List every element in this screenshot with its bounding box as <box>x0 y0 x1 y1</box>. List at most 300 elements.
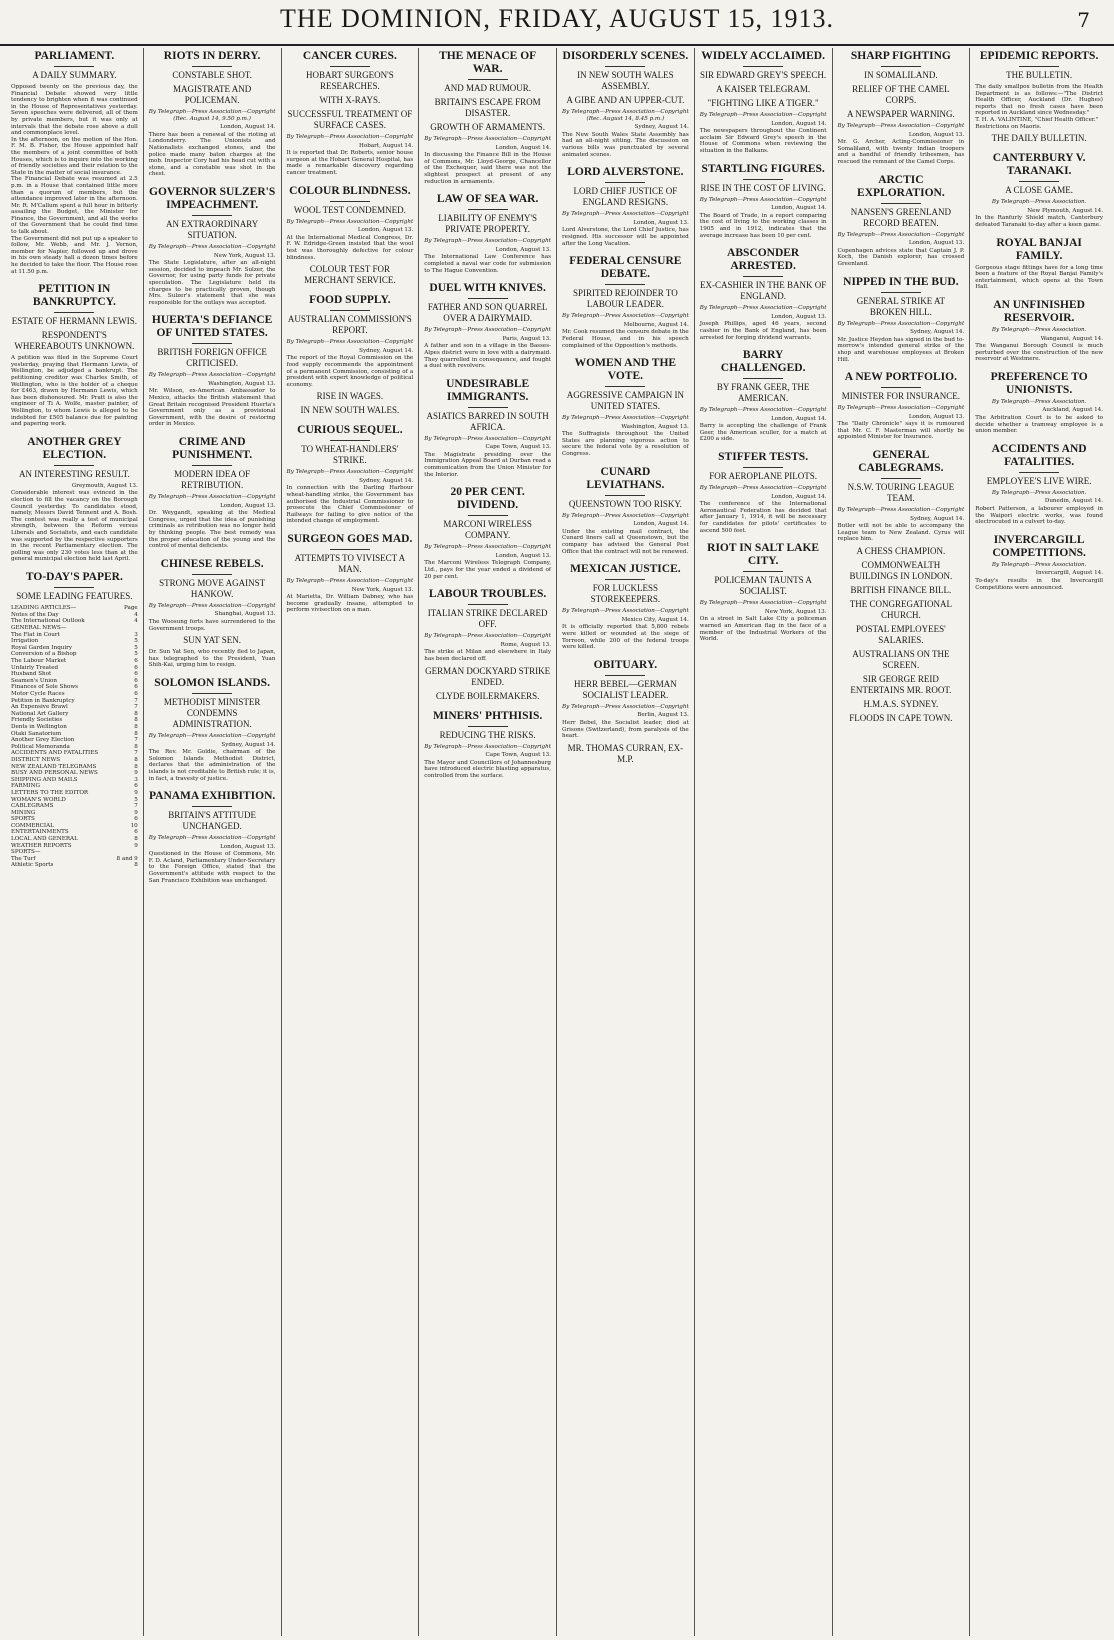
article-paragraph: In the afternoon, on the motion of the Hon. F. M. B. Fisher, the House appointed half the members of a joint committee of both Houses, which is to inquire into the working of friendly societies and their relation to the State in the matter of social insurance. <box>11 136 138 176</box>
toc-row <box>11 823 138 830</box>
article-headline: MEXICAN JUSTICE. <box>570 563 681 576</box>
headline-rule <box>330 310 370 311</box>
article-subheadline: RELIEF OF THE CAMEL CORPS. <box>852 84 950 105</box>
toc-page: 9 <box>134 842 138 849</box>
headline-rule <box>54 66 94 67</box>
toc-entry: Another Grey Election <box>11 737 75 744</box>
dateline-place: London, August 14. <box>771 205 827 212</box>
headline-rule <box>605 284 645 285</box>
toc-row <box>11 797 138 804</box>
article-paragraph: Questioned in the House of Commons, Mr. F. D. Acland, Parliamentary Under-Secretary to the Foreign Office, stated that the Government's attitude with respect to the San Francisco Exhibition was unchanged. <box>148 851 276 884</box>
toc-page: 9 <box>134 789 138 796</box>
toc-page: 6 <box>134 816 138 823</box>
toc-entry: DISTRICT NEWS <box>11 756 61 763</box>
article <box>287 533 414 614</box>
headline-rule <box>468 79 508 80</box>
toc-page: 4 <box>134 618 138 625</box>
article-subheadline: SUCCESSFUL TREATMENT OF SURFACE CASES. <box>287 109 413 130</box>
dateline-place: Washington, August 13. <box>208 380 276 387</box>
article-subheadline: BRITAIN'S ESCAPE FROM DISASTER. <box>434 97 541 118</box>
article-subheadline: SPIRITED REJOINDER TO LABOUR LEADER. <box>573 288 678 310</box>
toc-row <box>11 744 138 751</box>
article-paragraph: The New South Wales State Assembly has had an all-night sitting. The discussion on various bills was punctuated by several animated scenes. <box>562 131 689 158</box>
dateline-place: New York, August 13. <box>213 252 276 259</box>
toc-entry: Otaki Sanatorium <box>11 730 62 737</box>
toc-page: 7 <box>134 750 138 757</box>
article-headline: 20 PER CENT. DIVIDEND. <box>450 486 525 512</box>
article-subheadline: MINISTER FOR INSURANCE. <box>841 391 960 402</box>
dateline: By Telegraph—Press Association—Copyright <box>837 405 965 412</box>
article-subheadline: REDUCING THE RISKS. <box>439 729 536 740</box>
toc-page: 8 and 9 <box>116 855 138 862</box>
dateline: By Telegraph—Press Association—Copyright <box>424 327 551 334</box>
dateline-place: Sydney, August 14. <box>359 477 414 484</box>
article <box>838 276 965 364</box>
article-subheadline: HOBART SURGEON'S RESEARCHES. <box>306 70 394 91</box>
article-subheadline: SOME LEADING FEATURES. <box>16 590 133 601</box>
article-headline: AN UNFINISHED RESERVOIR. <box>993 298 1085 324</box>
toc-row <box>11 862 138 869</box>
toc-row <box>11 724 138 731</box>
article-headline: A NEW PORTFOLIO. <box>844 371 957 384</box>
toc-page: 8 <box>134 730 138 737</box>
article-subheadline: A KAISER TELEGRAM. <box>716 84 811 94</box>
article-paragraph: Restrictions on Maoris. <box>975 123 1042 130</box>
toc-page: 6 <box>134 783 138 790</box>
toc-entry: NEW ZEALAND TELEGRAMS <box>11 763 97 770</box>
dateline: By Telegraph—Press Association. <box>991 398 1087 405</box>
headline-rule <box>192 806 232 807</box>
dateline-place: Sydney, August 14. <box>634 124 689 131</box>
toc-row <box>11 704 138 711</box>
toc-entry: Notes of the Day <box>11 611 59 618</box>
dateline-place: Mexico City, August 14. <box>621 616 689 623</box>
article-headline: BARRY CHALLENGED. <box>720 349 806 375</box>
toc-page: 7 <box>134 697 138 704</box>
article-subheadline: N.S.W. TOURING LEAGUE TEAM. <box>847 482 955 504</box>
headline-rule <box>881 387 921 388</box>
toc-row <box>11 856 138 863</box>
article <box>149 436 276 550</box>
dateline: By Telegraph—Press Association—Copyright <box>562 211 689 218</box>
article-subheadline: BRITAIN'S ATTITUDE UNCHANGED. <box>168 810 256 832</box>
article-headline: CHINESE REBELS. <box>160 557 264 570</box>
article <box>562 466 689 556</box>
toc-page: 8 <box>134 717 138 724</box>
dateline-place: London, August 13. <box>495 552 551 559</box>
article <box>975 50 1103 144</box>
article <box>149 186 276 306</box>
toc-entry: Unfairly Treated <box>11 664 59 671</box>
dateline: By Telegraph—Press Association—Copyright <box>424 633 551 640</box>
article-subheadline: MODERN IDEA OF RETRIBUTION. <box>174 469 251 491</box>
article-headline: DISORDERLY SCENES. <box>562 50 689 62</box>
article-subheadline: FLOODS IN CAPE TOWN. <box>849 713 953 724</box>
toc-page: 8 <box>134 710 138 717</box>
article-subheadline: ESTATE OF HERMANN LEWIS. <box>11 316 138 327</box>
article-headline: PETITION IN BANKRUPTCY. <box>32 283 116 309</box>
toc-page: 3 <box>134 631 138 638</box>
article <box>562 659 689 765</box>
toc-row <box>11 625 138 632</box>
article-headline: CRIME AND PUNISHMENT. <box>172 436 253 462</box>
article <box>975 534 1103 591</box>
toc-entry: The Turf <box>11 855 36 862</box>
dateline: By Telegraph—Press Association—Copyright <box>699 407 827 414</box>
article <box>149 677 276 782</box>
dateline: By Telegraph—Press Association—Copyright <box>286 469 414 476</box>
article-subheadline: A GIBE AND AN UPPER-CUT. <box>566 95 685 105</box>
headline-rule <box>1019 181 1059 182</box>
dateline-place: London, August 14. <box>633 521 689 528</box>
dateline-place: Berlin, August 13. <box>637 712 689 719</box>
toc-row <box>11 612 138 619</box>
headline-rule <box>743 378 783 379</box>
article-subheadline: POLICEMAN TAUNTS A SOCIALIST. <box>714 575 812 597</box>
toc-row <box>11 658 138 665</box>
toc-page: 7 <box>134 704 138 711</box>
headline-rule <box>743 571 783 572</box>
toc-row <box>11 651 138 658</box>
news-column <box>6 48 144 1636</box>
toc-row <box>11 737 138 744</box>
toc-row <box>11 836 138 843</box>
dateline-place: London, August 13. <box>495 246 551 253</box>
article-paragraph: Under the existing mail contract, the Cunard liners call at Queenstown, but the company has advised the General Post Office that the contract will not be renewed. <box>562 528 689 555</box>
article-paragraph: The Mayor and Councillors of Johannesburg have introduced electric blasting apparatus, controlled from the surface. <box>424 759 551 779</box>
headline-rule <box>468 726 508 727</box>
dateline: By Telegraph—Press Association—Copyright <box>562 313 689 320</box>
article-headline: CANCER CURES. <box>302 50 397 62</box>
article-headline: FEDERAL CENSURE DEBATE. <box>569 255 682 281</box>
toc-page: 8 <box>134 743 138 750</box>
dateline: By Telegraph—Press Association—Copyright <box>148 243 276 250</box>
article-headline: NIPPED IN THE BUD. <box>843 275 959 288</box>
dateline: By Telegraph—Press Association. <box>991 489 1087 496</box>
dateline: By Telegraph—Press Association—Copyright <box>286 578 414 585</box>
article-subheadline: GENERAL STRIKE AT BROKEN HILL. <box>856 295 945 317</box>
article <box>975 371 1103 435</box>
article <box>11 571 138 869</box>
article-subheadline: QUEENSTOWN TOO RISKY. <box>568 498 682 509</box>
toc-section-label: LEADING ARTICLES— <box>11 604 77 611</box>
dateline: By Telegraph—Press Association—Copyright <box>286 218 414 225</box>
headline-rule <box>330 440 370 441</box>
news-column <box>833 48 971 1636</box>
article-subheadline: A DAILY SUMMARY. <box>32 70 117 80</box>
dateline: By Telegraph—Press Association—Copyright <box>286 339 414 346</box>
toc-page: 6 <box>134 671 138 678</box>
dateline: By Telegraph—Press Association—Copyright <box>424 743 551 750</box>
toc-entry: Irrigation <box>11 638 39 645</box>
toc-row <box>11 770 138 777</box>
toc-list <box>11 612 138 869</box>
article-paragraph: Gorgeous stage fittings have for a long time been a feature of the Royal Banjai Family's entertainment, which opens at the Town Hall. <box>975 264 1103 291</box>
article-subheadline: EMPLOYEE'S LIVE WIRE. <box>986 475 1092 486</box>
toc-entry: ENTERTAINMENTS <box>11 829 69 836</box>
toc-entry: SHIPPING AND MAILS <box>11 776 78 783</box>
article <box>838 371 965 441</box>
article-subheadline: COLOUR TEST FOR MERCHANT SERVICE. <box>304 264 396 286</box>
article-subheadline: AND MAD RUMOUR. <box>444 83 531 93</box>
article <box>562 166 689 247</box>
article-paragraph: Dr. Sun Yat Sen, who recently fled to Japan, has telegraphed to the President, Yuan Shih-Kai, urging him to resign. <box>148 649 276 669</box>
dateline-place: London, August 14. <box>220 124 276 131</box>
toc-row <box>11 816 138 823</box>
article-subheadline: AN INTERESTING RESULT. <box>19 468 130 479</box>
article-subheadline: AUSTRALIANS ON THE SCREEN. <box>852 649 950 671</box>
article-headline: ARCTIC EXPLORATION. <box>857 173 945 199</box>
headline-rule <box>468 298 508 299</box>
article <box>424 193 551 274</box>
article-paragraph: Robert Patterson, a labourer employed in the Waipori electric works, was found electrocuted in a culvert to-day. <box>975 506 1103 526</box>
article-paragraph: It is officially reported that 5,800 rebels were killed or wounded at the siege of Torreon, while 200 of the federal troops were killed. <box>562 624 689 651</box>
article-paragraph: The Board of Trade, in a report comparing the cost of living to the working classes in 1905 and in 1912, indicates that the average increase has been 10 per cent. <box>699 212 827 239</box>
article <box>287 294 414 416</box>
toc-row <box>11 843 138 850</box>
toc-row <box>11 849 138 856</box>
article-headline: ABSCONDER ARRESTED. <box>727 247 800 273</box>
article-headline: FOOD SUPPLY. <box>309 294 391 307</box>
headline-rule <box>468 604 508 605</box>
article <box>975 443 1103 526</box>
article-paragraph: In discussing the Finance Bill in the House of Commons, Mr. Lloyd-George, Chancellor of the Exchequer, said there was not the slightest prospect at present of any reduction in armaments. <box>424 152 551 185</box>
headline-rule <box>881 203 921 204</box>
article-paragraph: At Marietta, Dr. William Dabney, who has become gradually insane, attempted to perform vivisection on a man. <box>286 594 414 614</box>
headline-rule <box>1019 472 1059 473</box>
headline-rule <box>1019 66 1059 67</box>
article-subheadline: THE CONGREGATIONAL CHURCH. <box>849 599 952 621</box>
article <box>287 424 414 525</box>
article <box>838 50 965 166</box>
dateline: By Telegraph—Press Association—Copyright <box>424 238 551 245</box>
toc-page: 7 <box>134 737 138 744</box>
dateline-place: Greymouth, August 13. <box>71 482 138 489</box>
toc-row <box>11 803 138 810</box>
toc-entry: The International Outlook <box>11 618 85 625</box>
toc-entry: Royal Garden Inquiry <box>11 644 73 651</box>
article-headline: PARLIAMENT. <box>34 50 115 62</box>
toc-page: 6 <box>134 664 138 671</box>
article-headline: UNDESIRABLE IMMIGRANTS. <box>446 377 530 403</box>
article-subheadline: EX-CASHIER IN THE BANK OF ENGLAND. <box>699 280 827 302</box>
article-subheadline: FOR AEROPLANE PILOTS. <box>709 471 817 482</box>
article <box>149 558 276 669</box>
article-subheadline: A CHESS CHAMPION. <box>856 546 946 557</box>
article-subheadline: THE DAILY BULLETIN. <box>991 133 1087 144</box>
headline-rule <box>605 386 645 387</box>
dateline: By Telegraph—Press Association. <box>991 199 1087 206</box>
article-paragraph: Opposed twenty on the previous day, the Financial Debate showed very little tendency to brighten when it was continued in the House of Representatives yesterday. Seven speeches were delivered, all of them by private members, but it was only at intervals that the debate rose above a dull and commonplace level. <box>11 84 138 137</box>
article-paragraph: Considerable interest was evinced in the election to fill the vacancy on the Borough Council yesterday. To candidates stood, namely, Messrs David Tennent and A. Bosh. The contest was really a test of municipal strength, between the Reform versus Liberals and Socialists, and each candidate was supported by the respective supporters in the recent Parliamentary election. The polling was only 230 votes less than at the general municipal election held last April. <box>11 490 138 563</box>
toc-entry: Seamen's Union <box>11 677 57 684</box>
toc-page: 9 <box>134 770 138 777</box>
article <box>424 378 551 479</box>
dateline-place: London, August 13. <box>908 131 965 138</box>
article <box>700 349 827 443</box>
dateline-place: Melbourne, August 14. <box>623 321 689 328</box>
article-headline: INVERCARGILL COMPETITIONS. <box>992 533 1086 559</box>
toc-entry: SPORTS <box>11 816 35 823</box>
news-column <box>419 48 557 1636</box>
article <box>424 282 551 370</box>
article-headline: LAW OF SEA WAR. <box>436 193 539 206</box>
article-subheadline: WITH X-RAYS. <box>319 95 381 105</box>
newspaper-title: THE DOMINION, FRIDAY, AUGUST 15, 1913. <box>280 4 834 33</box>
toc-row <box>11 783 138 790</box>
article-paragraph: At the International Medical Congress, Dr. F. W. Edridge-Green insisted that the wool test was thoroughly defective for colour blindness. <box>286 234 414 261</box>
dateline: By Telegraph—Press Association. <box>991 326 1087 333</box>
article-subheadline: FATHER AND SON QUARREL OVER A DAIRYMAID. <box>427 302 548 324</box>
article-headline: WOMEN AND THE VOTE. <box>574 357 677 383</box>
article-paragraph: The Arbitration Court is to be asked to decide whether a tramway employee is a union member. <box>975 415 1103 435</box>
toc-page: 6 <box>134 658 138 665</box>
article <box>424 710 551 780</box>
toc-row <box>11 645 138 652</box>
dateline: By Telegraph—Press Association—Copyright <box>699 600 827 607</box>
toc-page: 6 <box>134 684 138 691</box>
article-subheadline: MR. THOMAS CURRAN, EX-M.P. <box>567 742 684 764</box>
headline-rule <box>743 467 783 468</box>
headline-rule <box>468 407 508 408</box>
article-subheadline: BRITISH FINANCE BILL. <box>850 585 952 596</box>
article-paragraph: The Government did not put up a speaker to follow, Mr. Webb, and Mr. J. Vernon, member for Napier, followed up and drove in his own steady hall a dozen times before he decided to take the floor. The House rose at 11.50 p.m. <box>11 235 138 275</box>
article-headline: LABOUR TROUBLES. <box>428 588 547 601</box>
article <box>700 451 827 534</box>
article-paragraph: The Magistrate presiding over the Immigration Appeal Board at Durban read a communication from the Union Minister for the Interior. <box>424 451 551 478</box>
headline-rule <box>605 675 645 676</box>
article-paragraph: Butler will not be able to accompany the League team to New Zealand. Cyrus will replace him. <box>837 523 965 543</box>
dateline: By Telegraph—Press Association—Copyright <box>837 123 965 129</box>
article-paragraph: The "Daily Chronicle" says it is rumoured that Mr. C. F. Masterman will shortly be appointed Minister for Insurance. <box>837 421 965 441</box>
toc-entry: Husband Shot <box>11 671 52 678</box>
article <box>149 790 276 884</box>
headline-rule <box>605 66 645 67</box>
headline-rule <box>468 209 508 210</box>
article-paragraph: The Wanganui Borough Council is much perturbed over the construction of the new reservoir at Westmere. <box>975 343 1103 363</box>
toc-entry: The Labour Market <box>11 658 67 665</box>
article-headline: WIDELY ACCLAIMED. <box>701 50 825 62</box>
article <box>11 436 138 563</box>
toc-entry: ACCIDENTS AND FATALITIES <box>11 750 99 757</box>
article-headline: PANAMA EXHIBITION. <box>148 790 276 803</box>
page-number: 7 <box>1077 8 1090 32</box>
dateline-place: Sydney, August 14. <box>910 329 965 336</box>
article-paragraph: The conference of the International Aeronautical Federation has decided that after January 1, 1914, it will be necessary for candidates for pilots' certificates to ascend 500 feet. <box>699 501 827 534</box>
toc-entry: CABLEGRAMS <box>11 803 54 810</box>
toc-entry: WEATHER REPORTS <box>11 842 72 849</box>
toc-page: 10 <box>130 822 138 829</box>
toc-row <box>11 810 138 817</box>
article-headline: PREFERENCE TO UNIONISTS. <box>990 370 1088 396</box>
dateline-place: Rome, August 13. <box>500 641 551 648</box>
toc-entry: Dents in Wellington <box>11 723 67 730</box>
dateline-place: London, August 13. <box>771 313 827 320</box>
article-subheadline: A NEWSPAPER WARNING. <box>846 109 955 119</box>
headline-rule <box>54 465 94 466</box>
article-paragraph: Mr. Wilson, ex-American Ambassador to Mexico, attacks the British statement that Great Britain recognised President Huerta's Government only as a provisional Government, with the desire of restoring order in Mexico. <box>148 388 276 428</box>
article <box>838 449 965 724</box>
headline-rule <box>605 579 645 580</box>
dateline: By Telegraph—Press Association—Copyright <box>148 835 276 842</box>
article-headline: CUNARD LEVIATHANS. <box>586 465 665 491</box>
article <box>149 314 276 428</box>
toc-row <box>11 671 138 678</box>
article-paragraph: On a street in Salt Lake City a policeman warned an American flag in the face of a member of the Industrial Workers of the World. <box>699 616 827 643</box>
toc-entry: Motor Cycle Races <box>11 691 65 697</box>
toc-page: 3 <box>134 776 138 783</box>
article-subheadline: METHODIST MINISTER CONDEMNS ADMINISTRATION. <box>163 696 261 729</box>
article-paragraph: The daily smallpox bulletin from the Health Department is as follows:—"The District Health Officer, Auckland (Dr. Hughes) reports that no fresh cases have been reported in Auckland since Wednesday." <box>975 84 1103 117</box>
article-headline: EPIDEMIC REPORTS. <box>979 50 1099 62</box>
toc-row <box>11 618 138 625</box>
toc-entry: Finances of Sole Shows <box>11 684 79 691</box>
toc-entry: SPORTS— <box>11 849 41 856</box>
dateline-place: Sydney, August 14. <box>359 347 414 354</box>
article-headline: MINERS' PHTHISIS. <box>432 709 543 722</box>
dateline: By Telegraph—Press Association—Copyright <box>148 494 276 501</box>
article-paragraph: The strike at Milan and elsewhere in Italy has been declared off. <box>424 649 551 662</box>
article-subheadline: GROWTH OF ARMAMENTS. <box>430 122 545 132</box>
toc-row <box>11 790 138 797</box>
article-headline: LORD ALVERSTONE. <box>567 166 684 179</box>
article-paragraph: Dr. Weygandt, speaking at the Medical Congress, urged that the idea of punishing criminals as retribution was no longer held by thinking people. The best remedy was the proper education of the young and the control of mental deficients. <box>148 510 276 550</box>
article-paragraph: Herr Bebel, the Socialist leader, died at Grisons (Switzerland), from paralysis of the heart. <box>562 719 689 740</box>
dateline: By Telegraph—Press Association—Copyright <box>562 608 689 615</box>
article-subheadline: MAGISTRATE AND POLICEMAN. <box>172 84 252 105</box>
dateline-place: Washington, August 13. <box>621 423 689 430</box>
article-headline: STARTLING FIGURES. <box>701 162 825 175</box>
toc-page: 8 <box>134 763 138 770</box>
headline-rule <box>605 182 645 183</box>
headline-rule <box>192 693 232 694</box>
dateline-place: Dunedin, August 14. <box>1044 498 1103 505</box>
article <box>700 163 827 240</box>
article <box>700 50 827 155</box>
article <box>424 50 551 185</box>
headline-rule <box>192 215 232 216</box>
article-subheadline: BRITISH FOREIGN OFFICE CRITICISED. <box>157 347 267 369</box>
dateline-place: London, August 13. <box>908 240 965 247</box>
article-headline: RIOTS IN DERRY. <box>163 50 261 62</box>
toc-row <box>11 717 138 724</box>
toc-entry: WOMAN'S WORLD <box>11 796 66 803</box>
news-column <box>282 48 420 1636</box>
headline-rule <box>192 465 232 466</box>
article-paragraph: Mr. Cook resumed the censure debate in the Federal House, and in his speech complained of the Opposition's methods. <box>562 329 689 349</box>
toc-entry: An Expensive Brawl <box>11 704 68 711</box>
toc-entry: FARMING <box>11 783 40 790</box>
headline-rule <box>330 201 370 202</box>
toc-row <box>11 632 138 639</box>
article-headline: ROYAL BANJAI FAMILY. <box>996 236 1082 262</box>
dateline: By Telegraph—Press Association—Copyright <box>424 435 551 442</box>
toc-entry: Petition in Bankruptcy <box>11 697 75 704</box>
toc-page: 8 <box>134 756 138 763</box>
article-paragraph: Mr. G. Archer, Acting-Commissioner in Somaliland, with twenty Indian troopers and a handful of friendly tribesmen, has rescued the remnant of the Camel Corps. <box>837 139 965 165</box>
headline-rule <box>743 276 783 277</box>
toc-row <box>11 665 138 672</box>
article-paragraph: Lord Alverstone, the Lord Chief Justice, has resigned. His successor will be appointed after the Long Vacation. <box>562 227 689 247</box>
headline-rule <box>330 549 370 550</box>
article-paragraph: In the Ranfurly Shield match, Canterbury defeated Taranaki to-day after a keen game. <box>975 215 1103 228</box>
article-subheadline: TO WHEAT-HANDLERS' STRIKE. <box>301 444 399 466</box>
article <box>700 542 827 643</box>
article-paragraph: To-day's results in the Invercargill Competitions were announced. <box>975 578 1103 591</box>
article-paragraph: The Marconi Wireless Telegraph Company, Ltd., pays for the year ended a dividend of 20 per cent. <box>424 560 551 580</box>
article <box>11 50 138 275</box>
toc-row <box>11 777 138 784</box>
